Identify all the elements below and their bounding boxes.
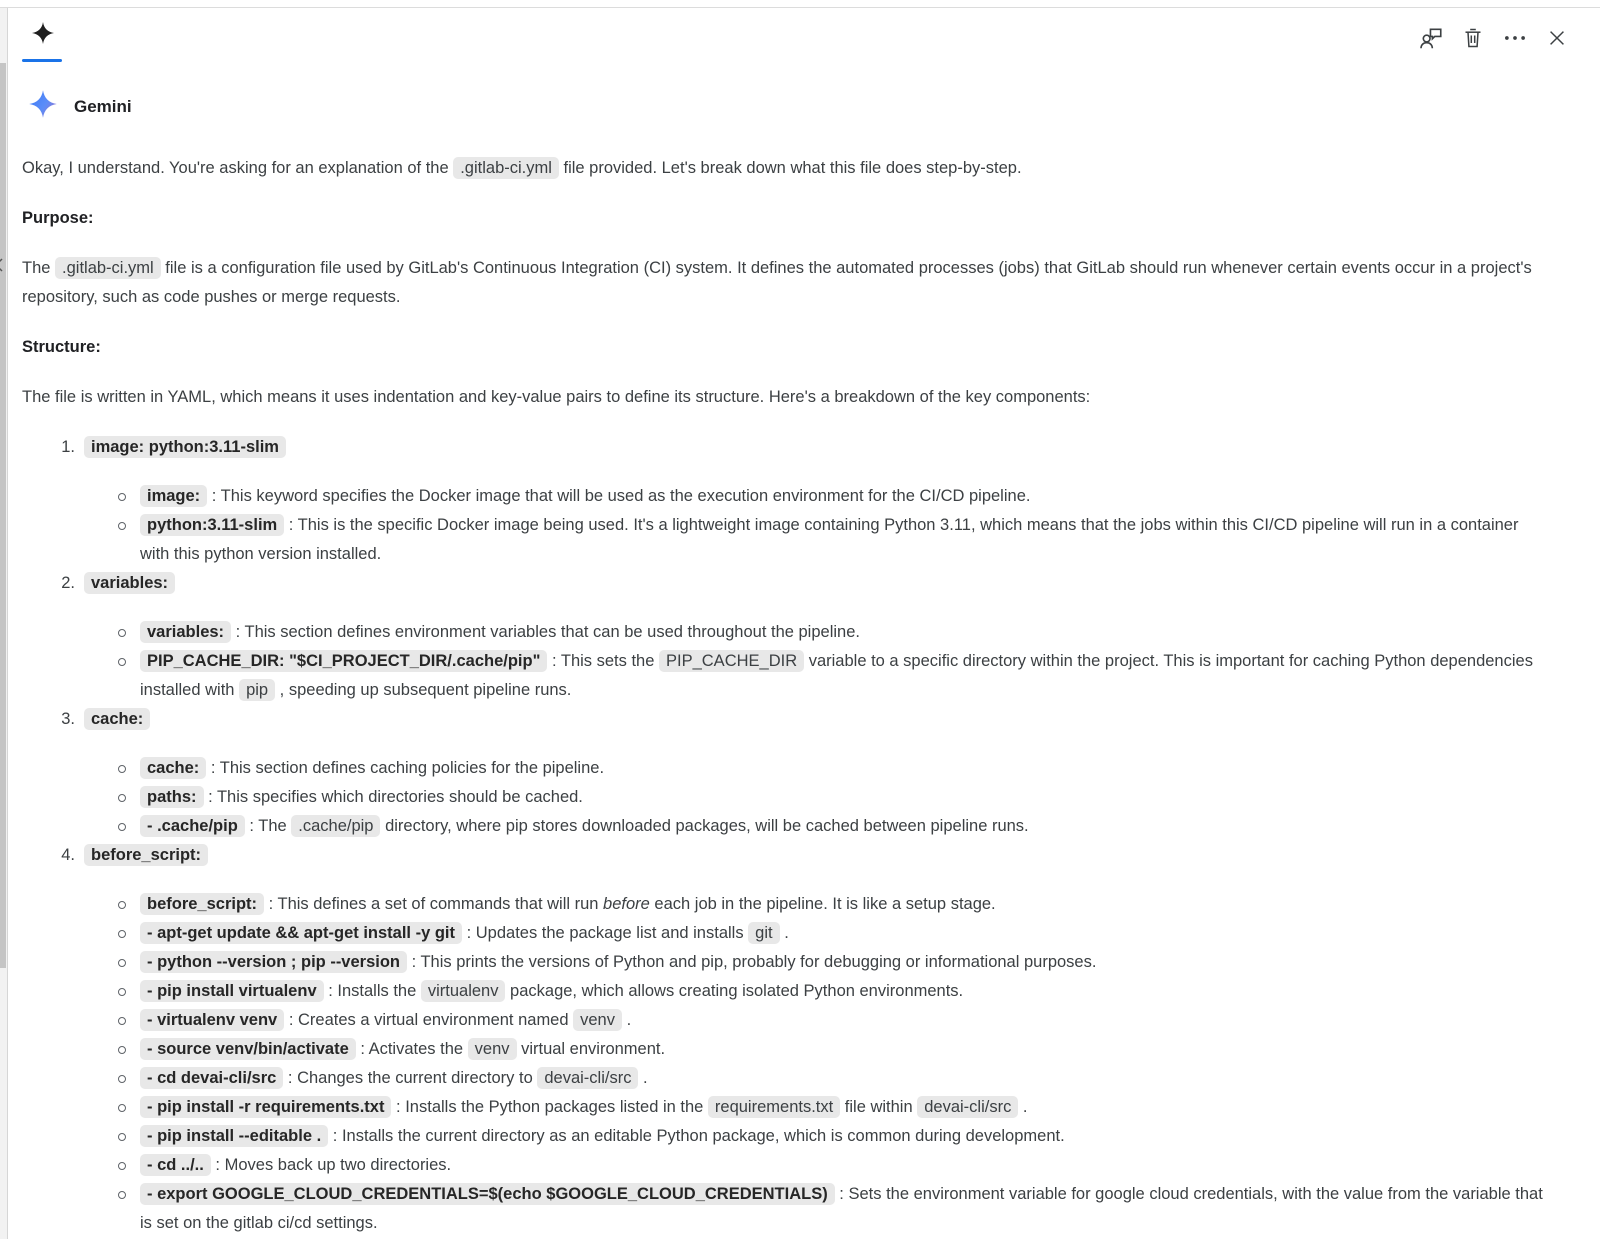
- bullet-marker: [22, 1006, 140, 1035]
- bullet-item: [22, 1093, 1548, 1122]
- list-item-title: [22, 841, 1548, 870]
- text-segment: : Activates the: [355, 1040, 468, 1058]
- inline-code-chip: - pip install virtualenv: [140, 980, 324, 1002]
- bullet-text: [140, 1180, 1548, 1238]
- text-segment: each job in the pipeline. It is like a setup stage.: [649, 895, 996, 913]
- bullet-marker: [22, 977, 140, 1006]
- header-actions: [1418, 26, 1570, 52]
- list-item-code: [84, 705, 150, 734]
- bullet-text: [140, 948, 1548, 977]
- paragraph: [22, 154, 1548, 183]
- inline-code-chip: paths:: [140, 786, 204, 808]
- bullet-marker: [22, 482, 140, 511]
- text-segment: : Updates the package list and installs: [462, 924, 749, 942]
- list-item-code: [84, 569, 175, 598]
- bullet-item: [22, 511, 1548, 569]
- text-segment: : Installs the current directory as an editable Python package, which is common during development.: [328, 1127, 1065, 1145]
- text-segment: package, which allows creating isolated Python environments.: [505, 982, 964, 1000]
- bullet-item: [22, 890, 1548, 919]
- list-item-code: [84, 841, 208, 870]
- editor-scrollbar-thumb[interactable]: [0, 63, 6, 968]
- inline-code-chip: image:: [140, 485, 207, 507]
- bullet-item: [22, 812, 1548, 841]
- text-segment: : Creates a virtual environment named: [284, 1011, 574, 1029]
- bullet-marker: [22, 1064, 140, 1093]
- active-tab-indicator: [22, 59, 62, 62]
- bullet-text: [140, 1093, 1548, 1122]
- text-segment: The: [22, 259, 56, 277]
- tab-gemini-chat[interactable]: [22, 18, 64, 64]
- bullet-item: [22, 948, 1548, 977]
- text-segment: : This sets the: [547, 652, 659, 670]
- bullet-item: [22, 482, 1548, 511]
- bullet-text: [140, 618, 1548, 647]
- text-segment: : Installs the: [323, 982, 421, 1000]
- text-segment: : Changes the current directory to: [283, 1069, 538, 1087]
- inline-code-chip: PIP_CACHE_DIR: "$CI_PROJECT_DIR/.cache/pip": [140, 650, 547, 672]
- paragraph: [22, 254, 1548, 312]
- bullet-text: [140, 812, 1548, 841]
- close-icon: [1546, 27, 1568, 52]
- bullet-text: [140, 783, 1548, 812]
- list-item-title: [22, 705, 1548, 734]
- bullet-item: [22, 618, 1548, 647]
- text-segment: : This prints the versions of Python and pip, probably for debugging or informational purposes.: [407, 953, 1097, 971]
- text-segment: : The: [244, 817, 292, 835]
- list-item-title: [22, 433, 1548, 462]
- inline-code-chip: git: [748, 922, 779, 944]
- inline-code-chip: variables:: [84, 572, 175, 594]
- ordered-list: [22, 433, 1548, 1238]
- gemini-sparkle-icon: [22, 20, 64, 46]
- bullet-marker: [22, 948, 140, 977]
- bullet-marker: [22, 511, 140, 569]
- inline-code-chip: - pip install --editable .: [140, 1125, 328, 1147]
- bullet-text: [140, 754, 1548, 783]
- trash-icon: [1461, 26, 1485, 53]
- close-panel-button[interactable]: [1544, 26, 1570, 52]
- text-segment: directory, where pip stores downloaded packages, will be cached between pipeline runs.: [380, 817, 1029, 835]
- inline-code-chip: python:3.11-slim: [140, 514, 284, 536]
- inline-code-chip: image: python:3.11-slim: [84, 436, 286, 458]
- bullet-item: [22, 647, 1548, 705]
- gemini-chat-panel: [9, 8, 1600, 1239]
- bullet-item: [22, 919, 1548, 948]
- bullet-text: [140, 890, 1548, 919]
- inline-code-chip: cache:: [84, 708, 150, 730]
- list-item-number: 3.: [61, 710, 75, 728]
- text-segment: .: [638, 1069, 648, 1087]
- text-segment: file within: [840, 1098, 918, 1116]
- inline-code-chip: before_script:: [140, 893, 264, 915]
- editor-scrollbar-track: [0, 8, 8, 1239]
- bullet-item: [22, 1035, 1548, 1064]
- text-segment: : This section defines caching policies for the pipeline.: [206, 759, 605, 777]
- text-segment: Okay, I understand. You're asking for an explanation of the: [22, 159, 454, 177]
- text-segment: : Installs the Python packages listed in the: [391, 1098, 708, 1116]
- text-segment: : This defines a set of commands that will run: [264, 895, 604, 913]
- bullet-item: [22, 1180, 1548, 1238]
- inline-code-chip: .cache/pip: [291, 815, 380, 837]
- text-segment: file is a configuration file used by GitLab's Continuous Integration (CI) system. It defines the automated processes (jobs) that GitLab should run whenever certain events occur in a project's repository, such as code pushes or merge requests.: [22, 259, 1532, 306]
- bullet-marker: [22, 1122, 140, 1151]
- more-options-button[interactable]: [1502, 26, 1528, 52]
- text-segment: : This is the specific Docker image being used. It's a lightweight image containing Python 3.11, which means that the jobs within this CI/CD pipeline will run in a container with this python version installed.: [140, 516, 1519, 563]
- inline-code-chip: PIP_CACHE_DIR: [659, 650, 804, 672]
- paragraph: [22, 383, 1548, 412]
- bullet-marker: [22, 1180, 140, 1238]
- more-icon: [1502, 25, 1528, 54]
- message-header: [9, 70, 1600, 129]
- text-segment: .: [1018, 1098, 1028, 1116]
- inline-code-chip: virtualenv: [421, 980, 506, 1002]
- bullet-item: [22, 1064, 1548, 1093]
- bullet-item: [22, 977, 1548, 1006]
- bullet-text: [140, 482, 1548, 511]
- text-segment: : Moves back up two directories.: [210, 1156, 452, 1174]
- bullet-item: [22, 1006, 1548, 1035]
- bullet-text: [140, 647, 1548, 705]
- inline-code-chip: - cd devai-cli/src: [140, 1067, 283, 1089]
- text-segment: file provided. Let's break down what this file does step-by-step.: [558, 159, 1022, 177]
- bullet-text: [140, 1122, 1548, 1151]
- inline-code-chip: - cd ../..: [140, 1154, 211, 1176]
- inline-code-chip: venv: [468, 1038, 517, 1060]
- bullet-marker: [22, 919, 140, 948]
- text-segment: : This specifies which directories should be cached.: [203, 788, 583, 806]
- text-segment: .: [621, 1011, 632, 1029]
- chevron-left-icon: [0, 258, 4, 277]
- text-segment: : This section defines environment variables that can be used throughout the pipeline.: [231, 623, 860, 641]
- bullet-text: [140, 977, 1548, 1006]
- inline-code-chip: venv: [573, 1009, 622, 1031]
- bullet-marker: [22, 1151, 140, 1180]
- bullet-item: [22, 783, 1548, 812]
- feedback-icon: [1418, 25, 1444, 54]
- text-segment: , speeding up subsequent pipeline runs.: [275, 681, 572, 699]
- bullet-marker: [22, 783, 140, 812]
- delete-conversation-button[interactable]: [1460, 26, 1486, 52]
- bullet-text: [140, 1151, 1548, 1180]
- bullet-marker: [22, 812, 140, 841]
- inline-code-chip: - export GOOGLE_CLOUD_CREDENTIALS=$(echo $GOOGLE_CLOUD_CREDENTIALS): [140, 1183, 835, 1205]
- bullet-marker: [22, 890, 140, 919]
- bullet-text: [140, 511, 1548, 569]
- text-segment: variable to a specific directory within the project. This is important for caching Python dependencies installed with: [140, 652, 1533, 699]
- bullet-item: [22, 1151, 1548, 1180]
- inline-code-chip: variables:: [140, 621, 231, 643]
- inline-code-chip: cache:: [140, 757, 206, 779]
- inline-code-chip: - apt-get update && apt-get install -y git: [140, 922, 462, 944]
- inline-code-chip: .gitlab-ci.yml: [55, 257, 161, 279]
- text-segment: .: [779, 924, 789, 942]
- bullet-text: [140, 919, 1548, 948]
- bullet-marker: [22, 1035, 140, 1064]
- list-item-number: 2.: [61, 574, 75, 592]
- inline-code-chip: - pip install -r requirements.txt: [140, 1096, 391, 1118]
- inline-code-chip: - source venv/bin/activate: [140, 1038, 356, 1060]
- list-item-number: 4.: [61, 846, 75, 864]
- list-item-code: [84, 433, 286, 462]
- inline-code-chip: - python --version ; pip --version: [140, 951, 407, 973]
- text-segment: : This keyword specifies the Docker image that will be used as the execution environment for the CI/CD pipeline.: [207, 487, 1031, 505]
- feedback-button[interactable]: [1418, 26, 1444, 52]
- inline-code-chip: - .cache/pip: [140, 815, 245, 837]
- bullet-marker: [22, 647, 140, 705]
- inline-code-chip: requirements.txt: [708, 1096, 840, 1118]
- inline-code-chip: .gitlab-ci.yml: [453, 157, 559, 179]
- bullet-marker: [22, 754, 140, 783]
- inline-code-chip: devai-cli/src: [917, 1096, 1018, 1118]
- bullet-marker: [22, 618, 140, 647]
- bullet-text: [140, 1006, 1548, 1035]
- bullet-item: [22, 754, 1548, 783]
- list-item-title: [22, 569, 1548, 598]
- panel-header: [9, 8, 1600, 70]
- inline-code-chip: before_script:: [84, 844, 208, 866]
- inline-code-chip: pip: [239, 679, 275, 701]
- assistant-name: Gemini: [74, 96, 132, 116]
- message-body: [9, 129, 1600, 1238]
- section-heading: Purpose:: [22, 209, 94, 227]
- text-segment: : Sets the environment variable for google cloud credentials, with the value from the variable that is set on the gitlab ci/cd settings.: [140, 1185, 1543, 1232]
- bullet-item: [22, 1122, 1548, 1151]
- inline-code-chip: devai-cli/src: [537, 1067, 638, 1089]
- text-segment-italic: before: [603, 895, 650, 913]
- bullet-text: [140, 1064, 1548, 1093]
- bullet-marker: [22, 1093, 140, 1122]
- bullet-text: [140, 1035, 1548, 1064]
- text-segment: virtual environment.: [516, 1040, 666, 1058]
- section-heading: Structure:: [22, 338, 101, 356]
- list-item-number: 1.: [61, 438, 75, 456]
- inline-code-chip: - virtualenv venv: [140, 1009, 284, 1031]
- text-segment: The file is written in YAML, which means it uses indentation and key-value pairs to define its structure. Here's a breakdown of the key components:: [22, 388, 1091, 406]
- gemini-gradient-sparkle-icon: [28, 88, 58, 125]
